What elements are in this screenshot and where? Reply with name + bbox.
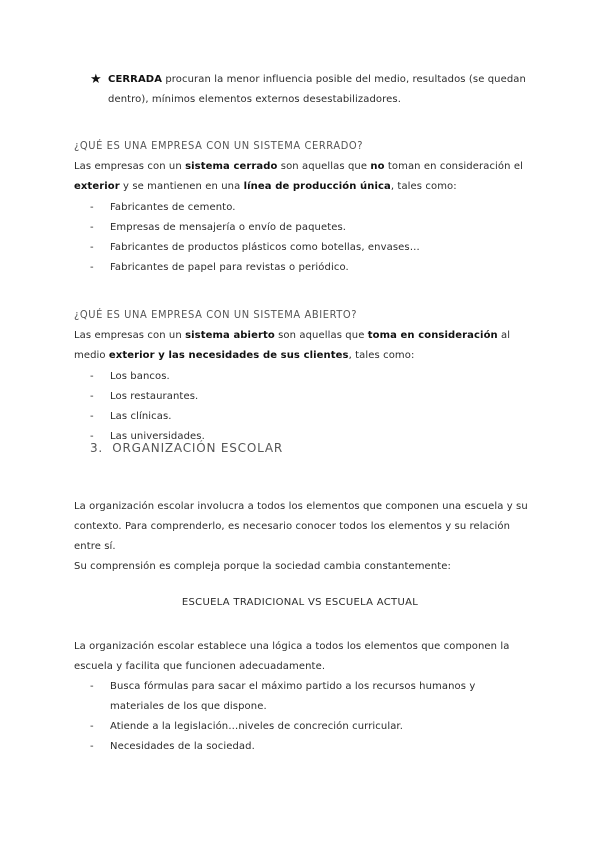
list-item-text: Los bancos. xyxy=(110,371,170,382)
section-title: ORGANIZACIÓN ESCOLAR xyxy=(112,441,284,455)
bold-run: exterior y las necesidades de sus clientes xyxy=(108,350,349,361)
comparison-title: ESCUELA TRADICIONAL VS ESCUELA ACTUAL xyxy=(181,597,419,608)
dash-marker: - xyxy=(90,721,94,732)
dash-marker: - xyxy=(90,202,94,213)
star-icon: ★ xyxy=(90,72,102,87)
closed-label: CERRADA xyxy=(108,74,163,85)
list-item xyxy=(90,737,520,757)
text-run: , tales como: xyxy=(390,181,457,192)
bold-run: sistema abierto xyxy=(185,330,275,341)
list-item xyxy=(90,387,520,407)
list-item-text: Fabricantes de papel para revistas o periódico. xyxy=(110,262,349,273)
list-item xyxy=(90,717,520,737)
list-item-text: Necesidades de la sociedad. xyxy=(110,741,255,752)
text-run: y se mantienen en una xyxy=(119,181,244,192)
list-item xyxy=(90,407,520,427)
closed-examples-list xyxy=(90,198,520,278)
list-item-text: Fabricantes de cemento. xyxy=(110,202,236,213)
list-item xyxy=(90,367,520,387)
dash-marker: - xyxy=(90,681,94,692)
closed-system-text xyxy=(90,70,540,110)
text-run: Las empresas con un xyxy=(74,161,186,172)
list-item-text: Empresas de mensajería o envío de paquetes. xyxy=(110,222,347,233)
dash-marker: - xyxy=(90,222,94,233)
dash-marker: - xyxy=(90,391,94,402)
list-item-text: Las universidades. xyxy=(110,431,205,442)
section-3-paragraph-1: La organización escolar involucra a todos los elementos que componen una escuela y su contexto. Para comprenderlo, es necesario conocer todos los elementos y su relación entre sí. xyxy=(74,501,528,552)
text-run: toman en consideración el xyxy=(384,161,523,172)
bold-run: no xyxy=(370,161,385,172)
bold-run: sistema cerrado xyxy=(185,161,278,172)
dash-marker: - xyxy=(90,242,94,253)
text-run: son aquellas que xyxy=(277,161,371,172)
dash-marker: - xyxy=(90,262,94,273)
open-paragraph xyxy=(74,326,534,366)
list-item-text: Fabricantes de productos plásticos como botellas, envases… xyxy=(110,242,420,253)
list-item-text: Los restaurantes. xyxy=(110,391,199,402)
section-number: 3. xyxy=(90,441,104,455)
list-item xyxy=(90,677,520,717)
dash-marker: - xyxy=(90,371,94,382)
open-heading: ¿QUÉ ES UNA EMPRESA CON UN SISTEMA ABIERTO? xyxy=(74,308,358,321)
closed-paragraph xyxy=(74,157,534,197)
closed-description: procuran la menor influencia posible del medio, resultados (se quedan dentro), mínimos elementos externos desestabilizadores. xyxy=(108,74,526,105)
list-item xyxy=(90,238,520,258)
bold-run: línea de producción única xyxy=(243,181,391,192)
dash-marker: - xyxy=(90,431,94,442)
text-run: son aquellas que xyxy=(274,330,368,341)
text-run: al medio xyxy=(74,330,511,361)
list-item xyxy=(90,198,520,218)
text-run: Las empresas con un xyxy=(74,330,186,341)
list-item-text: Atiende a la legislación…niveles de concreción curricular. xyxy=(110,721,403,732)
section-3-paragraph-3: La organización escolar establece una lógica a todos los elementos que componen la escuela y facilita que funcionen adecuadamente. xyxy=(74,641,510,672)
dash-marker: - xyxy=(90,411,94,422)
list-item xyxy=(90,218,520,238)
text-run: , tales como: xyxy=(348,350,415,361)
section-3-heading xyxy=(90,441,283,455)
bold-run: toma en consideración xyxy=(367,330,498,341)
bold-run: exterior xyxy=(74,181,120,192)
list-item-text: Busca fórmulas para sacar el máximo partido a los recursos humanos y materiales de los que dispone. xyxy=(110,681,476,712)
list-item-text: Las clínicas. xyxy=(110,411,172,422)
dash-marker: - xyxy=(90,741,94,752)
closed-system-bullet xyxy=(90,70,540,110)
closed-heading: ¿QUÉ ES UNA EMPRESA CON UN SISTEMA CERRADO? xyxy=(74,139,364,152)
list-item xyxy=(90,258,520,278)
school-organization-list xyxy=(90,677,520,757)
section-3-paragraph-2: Su comprensión es compleja porque la sociedad cambia constantemente: xyxy=(74,561,451,572)
open-examples-list xyxy=(90,367,520,447)
